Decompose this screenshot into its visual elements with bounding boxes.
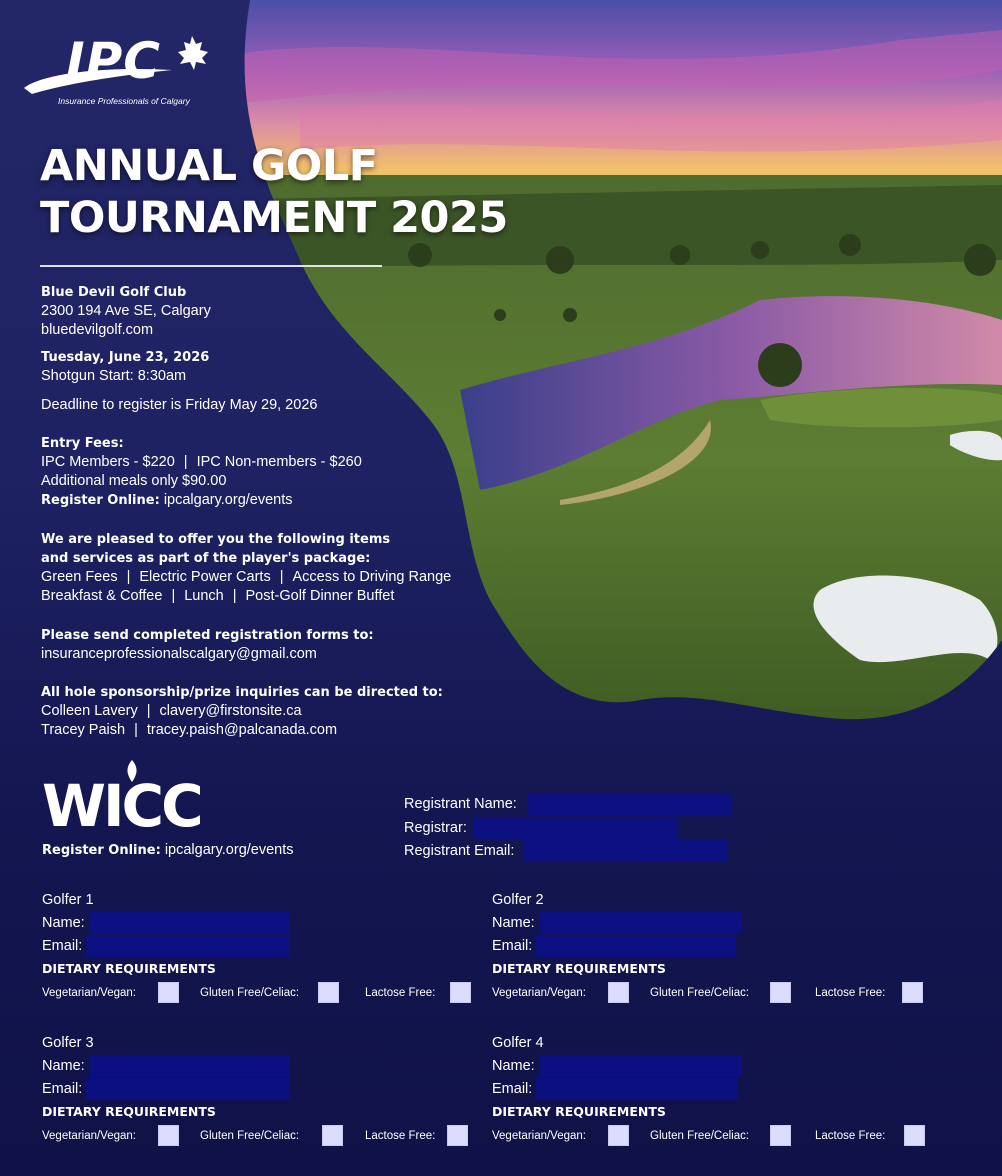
package-heading-2: and services as part of the player's package: [41, 551, 371, 566]
golfer-3-gluten-checkbox[interactable] [322, 1125, 343, 1146]
fee-meals: Additional meals only $90.00 [41, 473, 227, 489]
event-start: Shotgun Start: 8:30am [41, 368, 187, 384]
golfer-1-email-input[interactable] [86, 935, 290, 957]
gluten-label: Gluten Free/Celiac: [200, 987, 300, 999]
dietary-heading: DIETARY REQUIREMENTS [42, 1104, 216, 1119]
golfer-title: Golfer 1 [42, 892, 94, 908]
lactose-label: Lactose Free: [815, 1130, 886, 1142]
golfer-3-name-input[interactable] [90, 1055, 290, 1077]
wicc-register-label: Register Online: [42, 843, 161, 858]
wicc-register-online [42, 842, 294, 858]
golfer-4-vegetarian-checkbox[interactable] [608, 1125, 629, 1146]
contact-name: Colleen Lavery [41, 703, 138, 719]
registrant-email-input[interactable] [524, 840, 728, 862]
sponsorship-block: All hole sponsorship/prize inquiries can be directed to: Colleen Lavery | clavery@firstonsite.ca Tracey Paish | tracey.paish@palcanada.com [41, 685, 443, 738]
golfer-email-label: Email: [492, 938, 533, 954]
fees-heading: Entry Fees: [41, 436, 124, 451]
fee-members: IPC Members - $220 [41, 454, 175, 470]
package-item: Breakfast & Coffee [41, 588, 163, 604]
event-block [41, 348, 209, 386]
wicc-logo-text: WICC [42, 772, 201, 840]
sponsorship-heading: All hole sponsorship/prize inquiries can be directed to: [41, 685, 443, 700]
send-forms-block [41, 626, 374, 664]
vegetarian-label: Vegetarian/Vegan: [42, 1130, 136, 1142]
ipc-logo-subtitle: Insurance Professionals of Calgary [58, 96, 190, 106]
registrar-label: Registrar: [404, 820, 467, 836]
package-item: Green Fees [41, 569, 118, 585]
golfer-1-section [42, 892, 482, 1022]
golfer-4-email-input[interactable] [536, 1078, 738, 1100]
golfer-4-section [492, 1035, 932, 1165]
register-online-link[interactable]: ipcalgary.org/events [163, 492, 293, 508]
send-forms-email[interactable]: insuranceprofessionalscalgary@gmail.com [41, 646, 317, 662]
gluten-label: Gluten Free/Celiac: [650, 987, 750, 999]
golfer-2-gluten-checkbox[interactable] [770, 982, 791, 1003]
golfer-3-email-input[interactable] [86, 1078, 290, 1100]
venue-address: 2300 194 Ave SE, Calgary [41, 303, 211, 319]
deadline-text: Deadline to register is Friday May 29, 2026 [41, 397, 318, 413]
package-item: Access to Driving Range [292, 569, 452, 585]
gluten-label: Gluten Free/Celiac: [200, 1130, 300, 1142]
golfer-4-name-input[interactable] [540, 1055, 742, 1077]
golfer-2-name-input[interactable] [540, 912, 742, 934]
event-date: Tuesday, June 23, 2026 [41, 350, 210, 365]
golfer-4-lactose-checkbox[interactable] [904, 1125, 925, 1146]
register-online-label: Register Online: [41, 493, 160, 508]
golfer-2-vegetarian-checkbox[interactable] [608, 982, 629, 1003]
lactose-label: Lactose Free: [365, 1130, 436, 1142]
ipc-logo [22, 30, 222, 112]
ipc-logo-text: IPC [66, 32, 161, 90]
golfer-3-section [42, 1035, 482, 1165]
golfer-2-lactose-checkbox[interactable] [902, 982, 923, 1003]
package-heading-1: We are pleased to offer you the following items [41, 532, 391, 547]
contact-email[interactable]: clavery@firstonsite.ca [159, 703, 302, 719]
vegetarian-label: Vegetarian/Vegan: [492, 1130, 586, 1142]
golfer-email-label: Email: [492, 1081, 533, 1097]
package-item: Post-Golf Dinner Buffet [245, 588, 395, 604]
registrant-name-label: Registrant Name: [404, 796, 517, 812]
package-item: Lunch [184, 588, 224, 604]
golfer-2-email-input[interactable] [536, 935, 736, 957]
vegetarian-label: Vegetarian/Vegan: [492, 987, 586, 999]
golfer-name-label: Name: [492, 915, 535, 931]
golfer-name-label: Name: [492, 1058, 535, 1074]
fee-non-members: IPC Non-members - $260 [196, 454, 362, 470]
title-line-2: TOURNAMENT 2025 [40, 193, 508, 243]
golfer-name-label: Name: [42, 915, 85, 931]
venue-website: bluedevilgolf.com [41, 322, 154, 338]
registrant-name-input[interactable] [528, 793, 732, 815]
dietary-heading: DIETARY REQUIREMENTS [492, 1104, 666, 1119]
title-divider [40, 265, 382, 267]
golfer-email-label: Email: [42, 938, 83, 954]
fees-block: Entry Fees: IPC Members - $220 | IPC Non-members - $260 Additional meals only $90.00 Register Online: ipcalgary.org/events [41, 436, 362, 508]
lactose-label: Lactose Free: [815, 987, 886, 999]
registrant-email-label: Registrant Email: [404, 843, 515, 859]
golfer-name-label: Name: [42, 1058, 85, 1074]
gluten-label: Gluten Free/Celiac: [650, 1130, 750, 1142]
golfer-email-label: Email: [42, 1081, 83, 1097]
title-line-1: ANNUAL GOLF [40, 141, 378, 191]
wicc-logo [42, 760, 242, 840]
golfer-title: Golfer 3 [42, 1035, 94, 1051]
send-forms-heading: Please send completed registration forms to: [41, 628, 374, 643]
golfer-4-gluten-checkbox[interactable] [770, 1125, 791, 1146]
lactose-label: Lactose Free: [365, 987, 436, 999]
package-item: Electric Power Carts [139, 569, 271, 585]
golfer-3-lactose-checkbox[interactable] [447, 1125, 468, 1146]
golfer-1-name-input[interactable] [90, 912, 290, 934]
golfer-2-section [492, 892, 932, 1022]
package-block: We are pleased to offer you the following items and services as part of the player's package: Green Fees | Electric Power Carts | Access to Driving Range Breakfast & Coffee | Lunch | Post-Golf Dinner Buffet [41, 532, 452, 604]
golfer-title: Golfer 4 [492, 1035, 544, 1051]
venue-name: Blue Devil Golf Club [41, 285, 187, 300]
golfer-1-gluten-checkbox[interactable] [318, 982, 339, 1003]
golfer-3-vegetarian-checkbox[interactable] [158, 1125, 179, 1146]
wicc-register-link[interactable]: ipcalgary.org/events [164, 842, 294, 858]
vegetarian-label: Vegetarian/Vegan: [42, 987, 136, 999]
contact-email[interactable]: tracey.paish@palcanada.com [146, 722, 338, 738]
dietary-heading: DIETARY REQUIREMENTS [492, 961, 666, 976]
contact-name: Tracey Paish [41, 722, 126, 738]
registrar-input[interactable] [474, 817, 678, 839]
golfer-title: Golfer 2 [492, 892, 544, 908]
dietary-heading: DIETARY REQUIREMENTS [42, 961, 216, 976]
golfer-1-lactose-checkbox[interactable] [450, 982, 471, 1003]
golfer-1-vegetarian-checkbox[interactable] [158, 982, 179, 1003]
page-title [40, 140, 508, 244]
venue-block [41, 283, 211, 340]
